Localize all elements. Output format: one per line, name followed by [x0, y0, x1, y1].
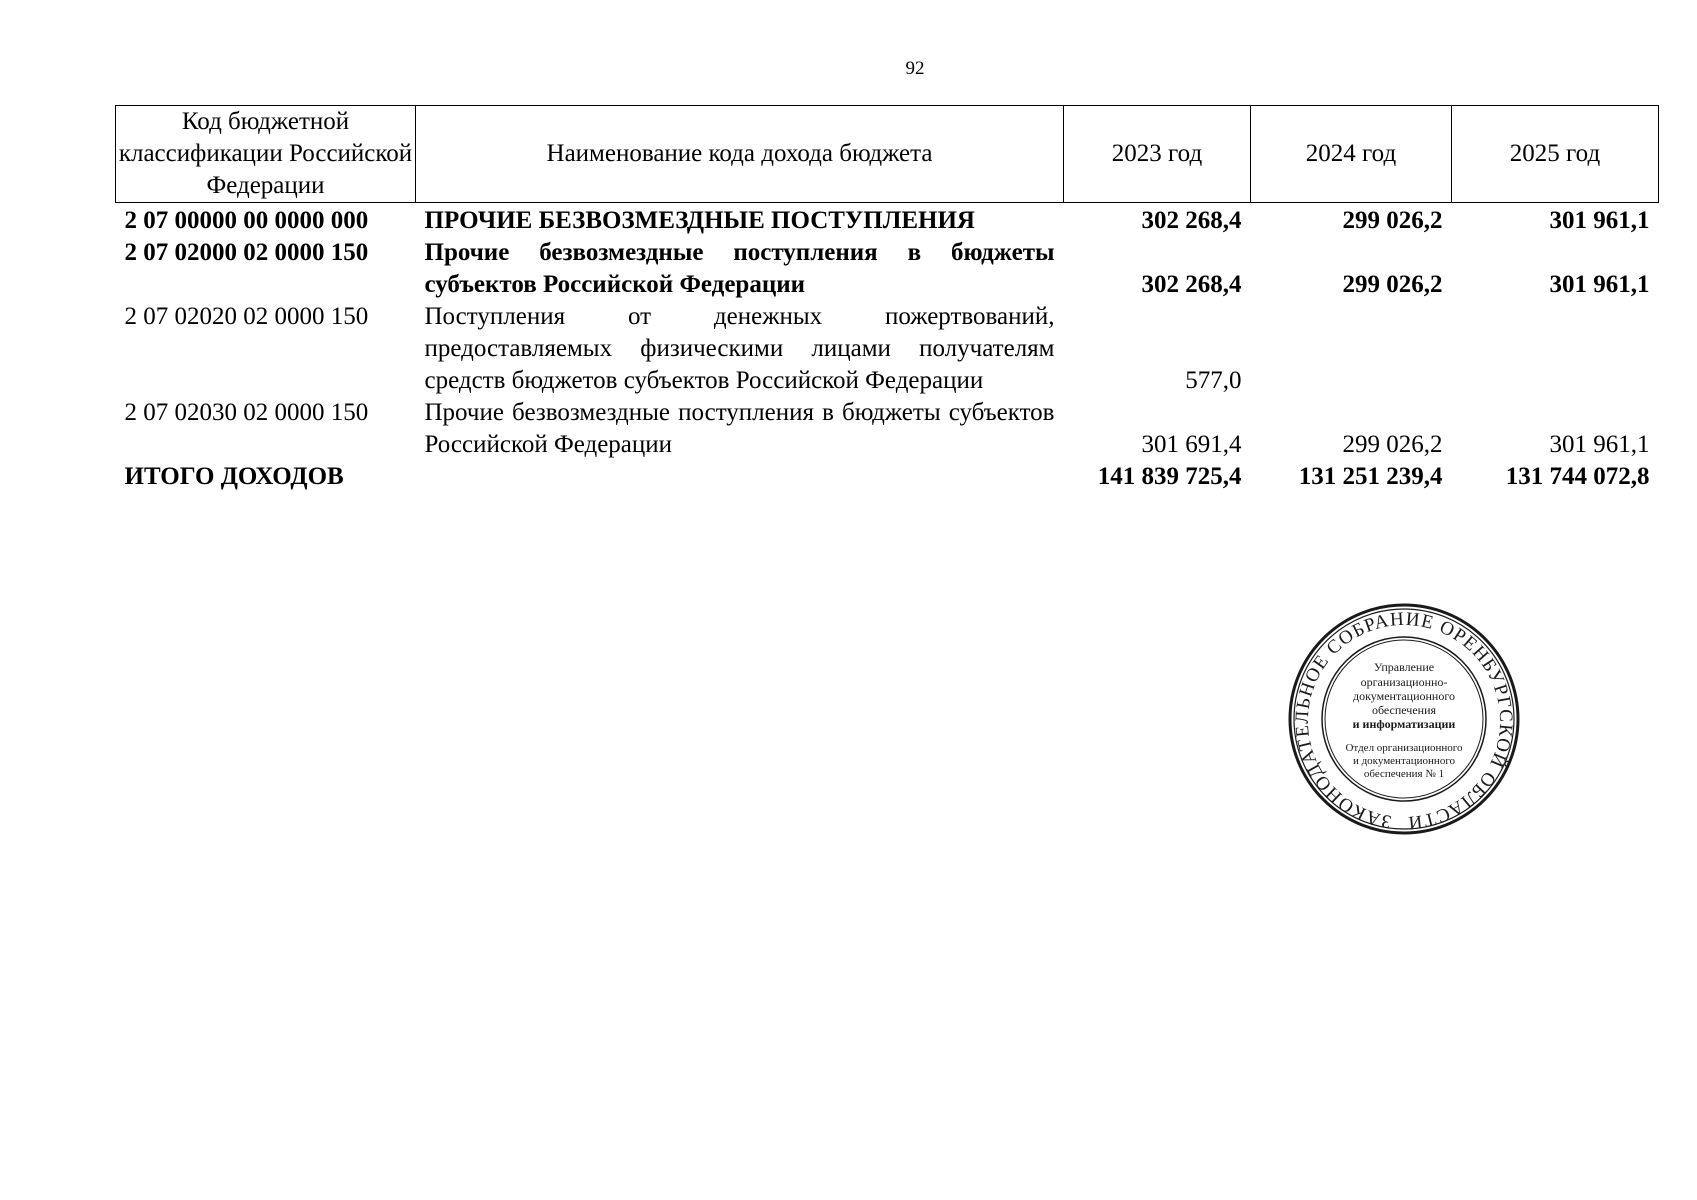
- stamp-line: обеспечения: [1371, 703, 1437, 717]
- official-stamp: [1284, 601, 1524, 837]
- row-name: ПРОЧИЕ БЕЗВОЗМЕЗДНЫЕ ПОСТУПЛЕНИЯ: [424, 207, 975, 234]
- row-value-2024: 299 026,2: [1342, 207, 1443, 234]
- row-name: Прочие безвозмездные поступления в бюджеты субъектов Российской Федерации: [424, 239, 1055, 298]
- page-number: 92: [905, 58, 925, 79]
- table-row: [116, 397, 1659, 461]
- row-value-2024: 299 026,2: [1342, 271, 1443, 298]
- row-value-2023: 302 268,4: [1141, 207, 1242, 234]
- total-value-2024: 131 251 239,4: [1298, 463, 1443, 490]
- row-value-2023: 577,0: [1185, 367, 1242, 394]
- header-2024: 2024 год: [1251, 106, 1452, 203]
- row-code: 2 07 02000 02 0000 150: [124, 239, 369, 266]
- total-label: ИТОГО ДОХОДОВ: [124, 463, 344, 490]
- row-name: Прочие безвозмездные поступления в бюджеты субъектов Российской Федерации: [424, 399, 1055, 458]
- table-row: [116, 237, 1659, 301]
- row-value-2023: 302 268,4: [1141, 271, 1242, 298]
- row-value-2025: [1452, 301, 1659, 397]
- table-row: [116, 301, 1659, 397]
- row-value-2025: 301 961,1: [1549, 431, 1650, 458]
- row-value-2024: [1251, 301, 1452, 397]
- budget-revenue-table: [115, 105, 1659, 493]
- row-name: Поступления от денежных пожертвований, предоставляемых физическими лицами получателям средств бюджетов субъектов Российской Федерации: [424, 303, 1055, 394]
- header-2025: 2025 год: [1452, 106, 1659, 203]
- header-name: Наименование кода дохода бюджета: [416, 106, 1064, 203]
- stamp-line: Управление: [1373, 660, 1435, 674]
- stamp-line: документационного: [1353, 689, 1455, 703]
- row-code: 2 07 02030 02 0000 150: [124, 399, 369, 426]
- stamp-ring-text: ЗАКОНОДАТЕЛЬНОЕ СОБРАНИЕ ОРЕНБУРГСКОЙ ОБЛАСТИ: [1291, 608, 1517, 834]
- row-value-2025: 301 961,1: [1549, 207, 1650, 234]
- row-code: 2 07 02020 02 0000 150: [124, 303, 369, 330]
- stamp-line: Отдел организационного: [1345, 742, 1463, 754]
- row-code: 2 07 00000 00 0000 000: [124, 207, 369, 234]
- header-code: Код бюджетной классификации Российской Федерации: [116, 106, 416, 203]
- table-header-row: [116, 106, 1659, 203]
- stamp-line: организационно-: [1360, 675, 1448, 689]
- total-value-2023: 141 839 725,4: [1097, 463, 1242, 490]
- stamp-line: и информатизации: [1352, 717, 1456, 731]
- row-value-2023: 301 691,4: [1141, 431, 1242, 458]
- table-row: [116, 203, 1659, 238]
- row-value-2024: 299 026,2: [1342, 431, 1443, 458]
- header-2023: 2023 год: [1064, 106, 1251, 203]
- total-row: [116, 461, 1659, 493]
- stamp-line: и документационного: [1352, 755, 1456, 767]
- row-value-2025: 301 961,1: [1549, 271, 1650, 298]
- stamp-line: обеспечения № 1: [1363, 768, 1445, 780]
- total-value-2025: 131 744 072,8: [1505, 463, 1650, 490]
